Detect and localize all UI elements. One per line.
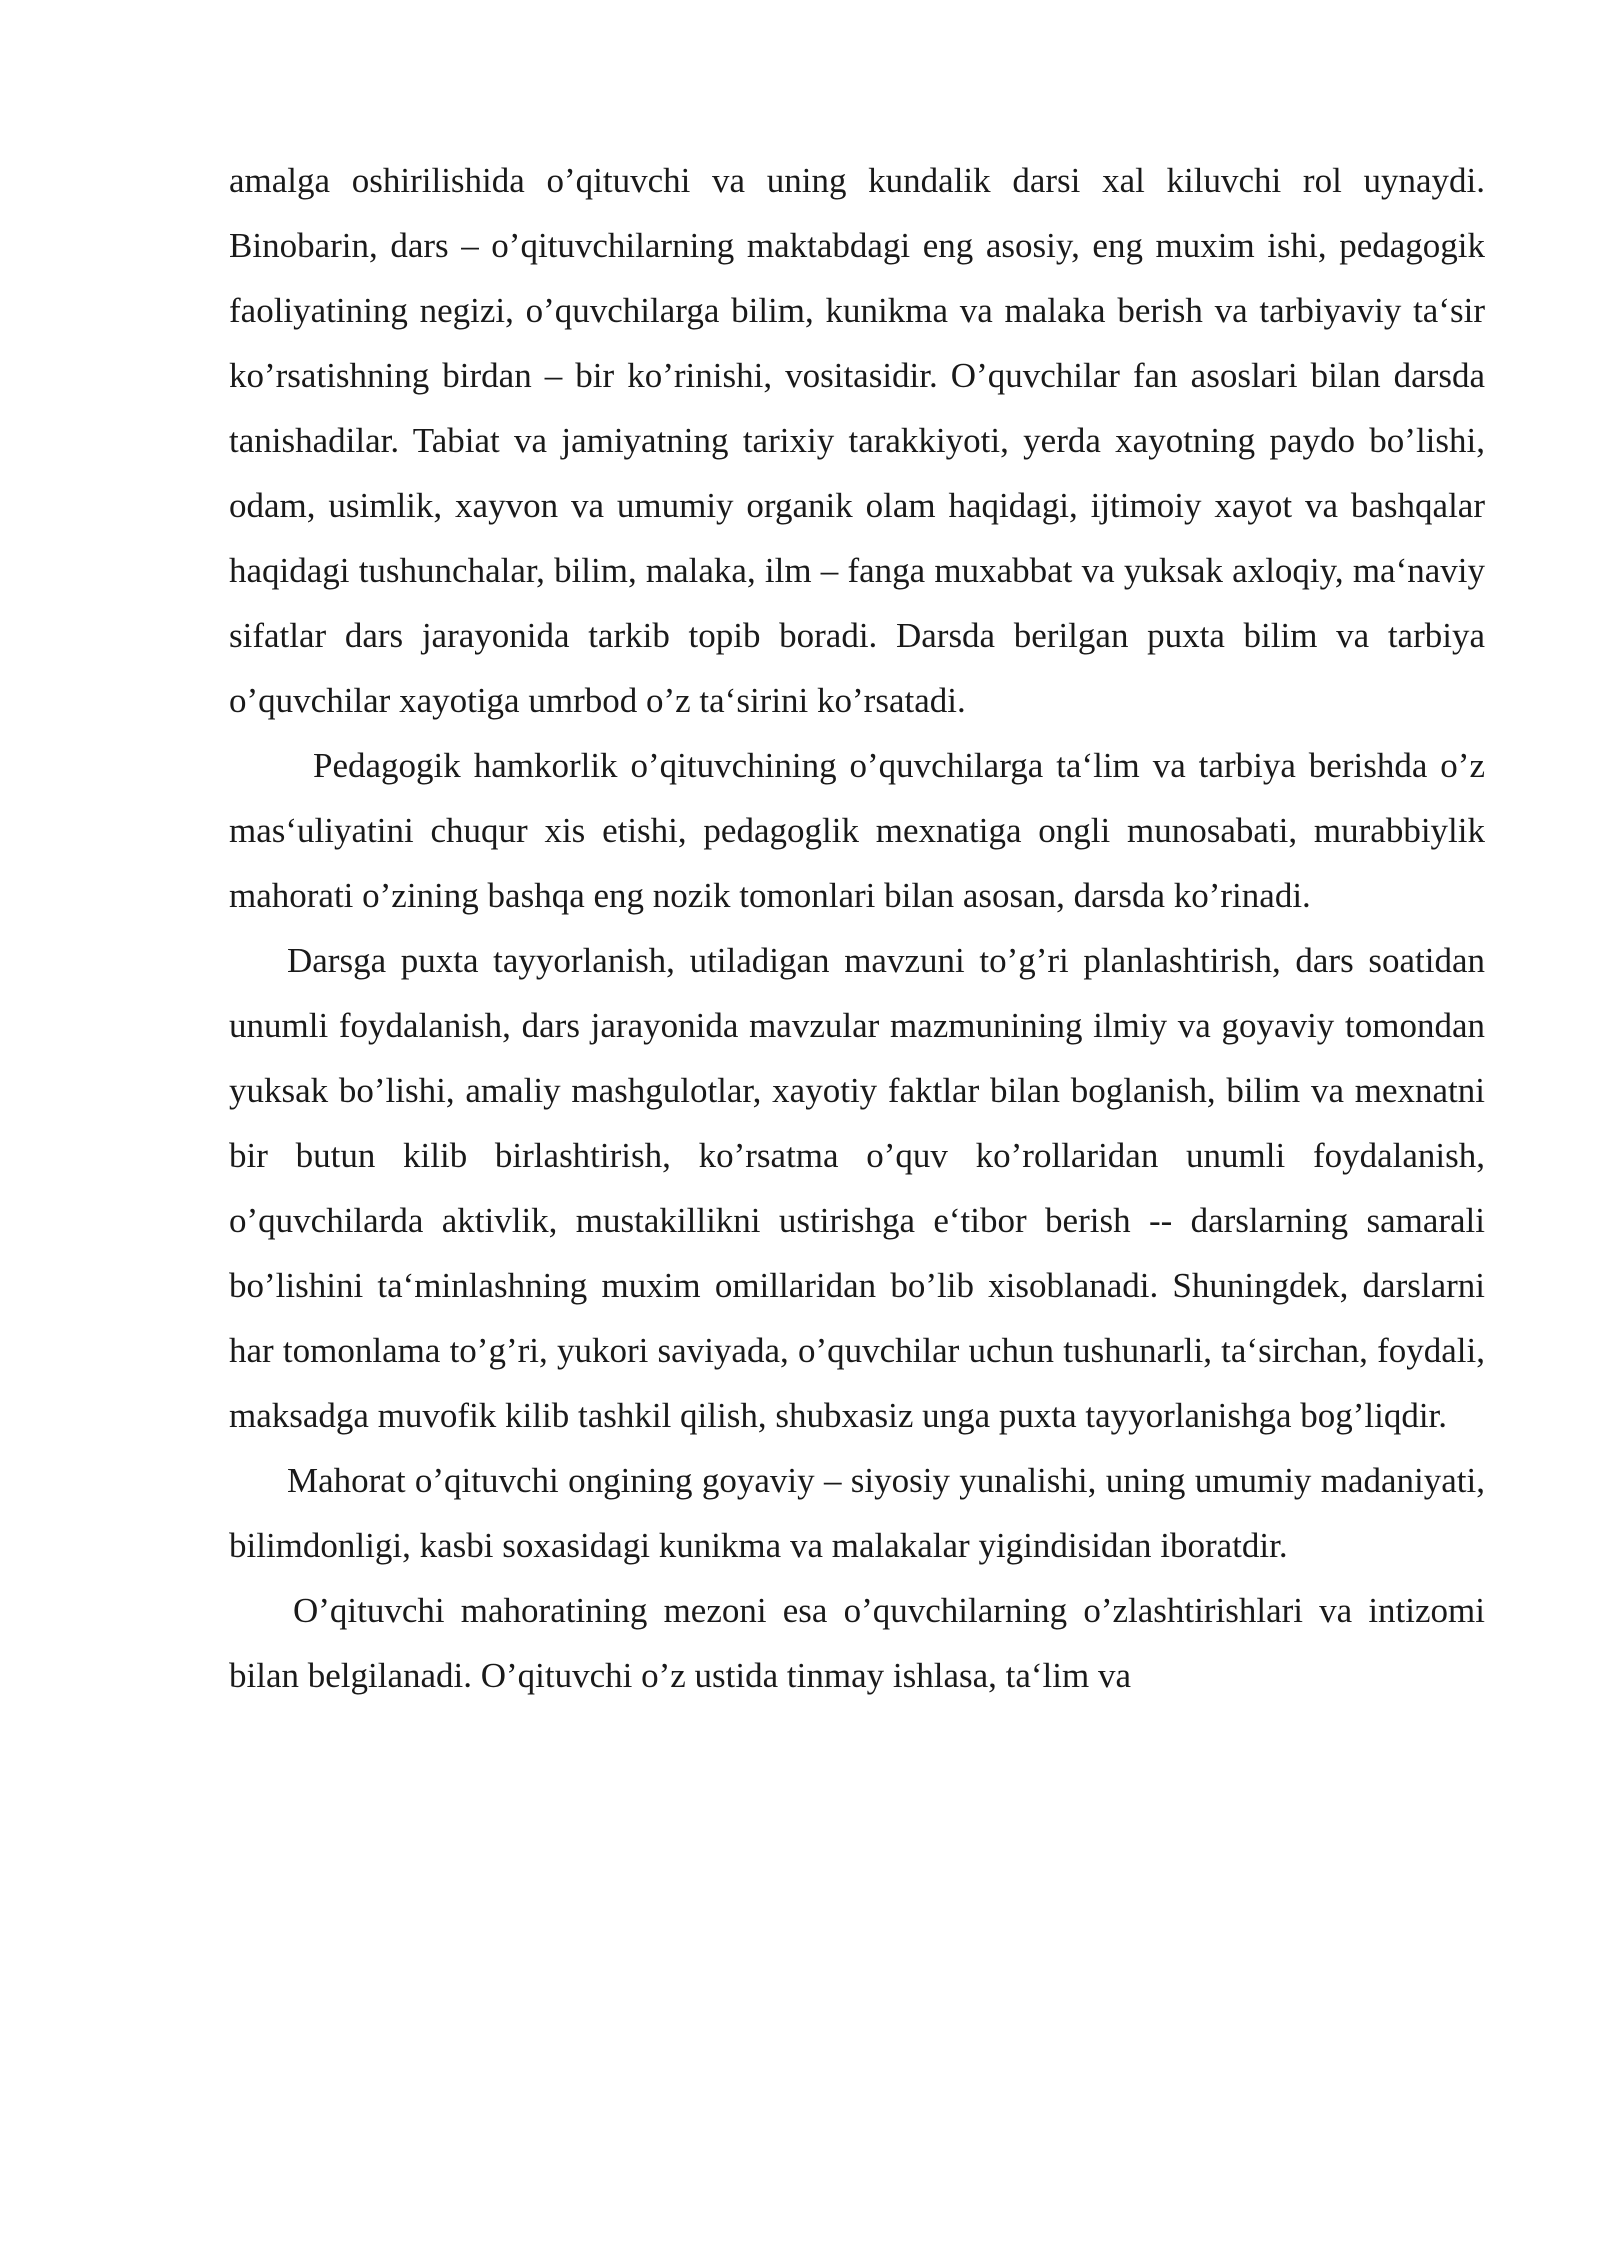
paragraph: amalga oshirilishida o’qituvchi va uning kundalik darsi xal kiluvchi rol uynaydi. Binobarin, dars – o’qituvchilarning maktabdagi eng asosiy, eng muxim ishi, pedagogik faoliyatining negizi, o’quvchilarga bilim, kunikma va malaka berish va tarbiyaviy ta‘sir ko’rsatishning birdan – bir ko’rinishi, vositasidir. O’quvchilar fan asoslari bilan darsda tanishadilar. Tabiat va jamiyatning tarixiy tarakkiyoti, yerda xayotning paydo bo’lishi, odam, usimlik, xayvon va umumiy organik olam haqidagi, ijtimoiy xayot va bashqalar haqidagi tushunchalar, bilim, malaka, ilm – fanga muxabbat va yuksak axloqiy, ma‘naviy sifatlar dars jarayonida tarkib topib boradi. Darsda berilgan puxta bilim va tarbiya o’quvchilar xayotiga umrbod o’z ta‘sirini ko’rsatadi. [229, 161, 1485, 720]
paragraph: Mahorat o’qituvchi ongining goyaviy – siyosiy yunalishi, uning umumiy madaniyati, bilimdonligi, kasbi soxasidagi kunikma va malakalar yigindisidan iboratdir. [229, 1461, 1485, 1565]
paragraph: Darsga puxta tayyorlanish, utiladigan mavzuni to’g’ri planlashtirish, dars soatidan unumli foydalanish, dars jarayonida mavzular mazmunining ilmiy va goyaviy tomondan yuksak bo’lishi, amaliy mashgulotlar, xayotiy faktlar bilan boglanish, bilim va mexnatni bir butun kilib birlashtirish, ko’rsatma o’quv ko’rollaridan unumli foydalanish, o’quvchilarda aktivlik, mustakillikni ustirishga e‘tibor berish -- darslarning samarali bo’lishini ta‘minlashning muxim omillaridan bo’lib xisoblanadi. Shuningdek, darslarni har tomonlama to’g’ri, yukori saviyada, o’quvchilar uchun tushunarli, ta‘sirchan, foydali, maksadga muvofik kilib tashkil qilish, shubxasiz unga puxta tayyorlanishga bog’liqdir. [229, 941, 1485, 1435]
document-body [229, 148, 1485, 1708]
paragraph: Pedagogik hamkorlik o’qituvchining o’quvchilarga ta‘lim va tarbiya berishda o’z mas‘uliyatini chuqur xis etishi, pedagoglik mexnatiga ongli munosabati, murabbiylik mahorati o’zining bashqa eng nozik tomonlari bilan asosan, darsda ko’rinadi. [229, 746, 1485, 915]
paragraph: O’qituvchi mahoratining mezoni esa o’quvchilarning o’zlashtirishlari va intizomi bilan belgilanadi. O’qituvchi o’z ustida tinmay ishlasa, ta‘lim va [229, 1591, 1485, 1695]
